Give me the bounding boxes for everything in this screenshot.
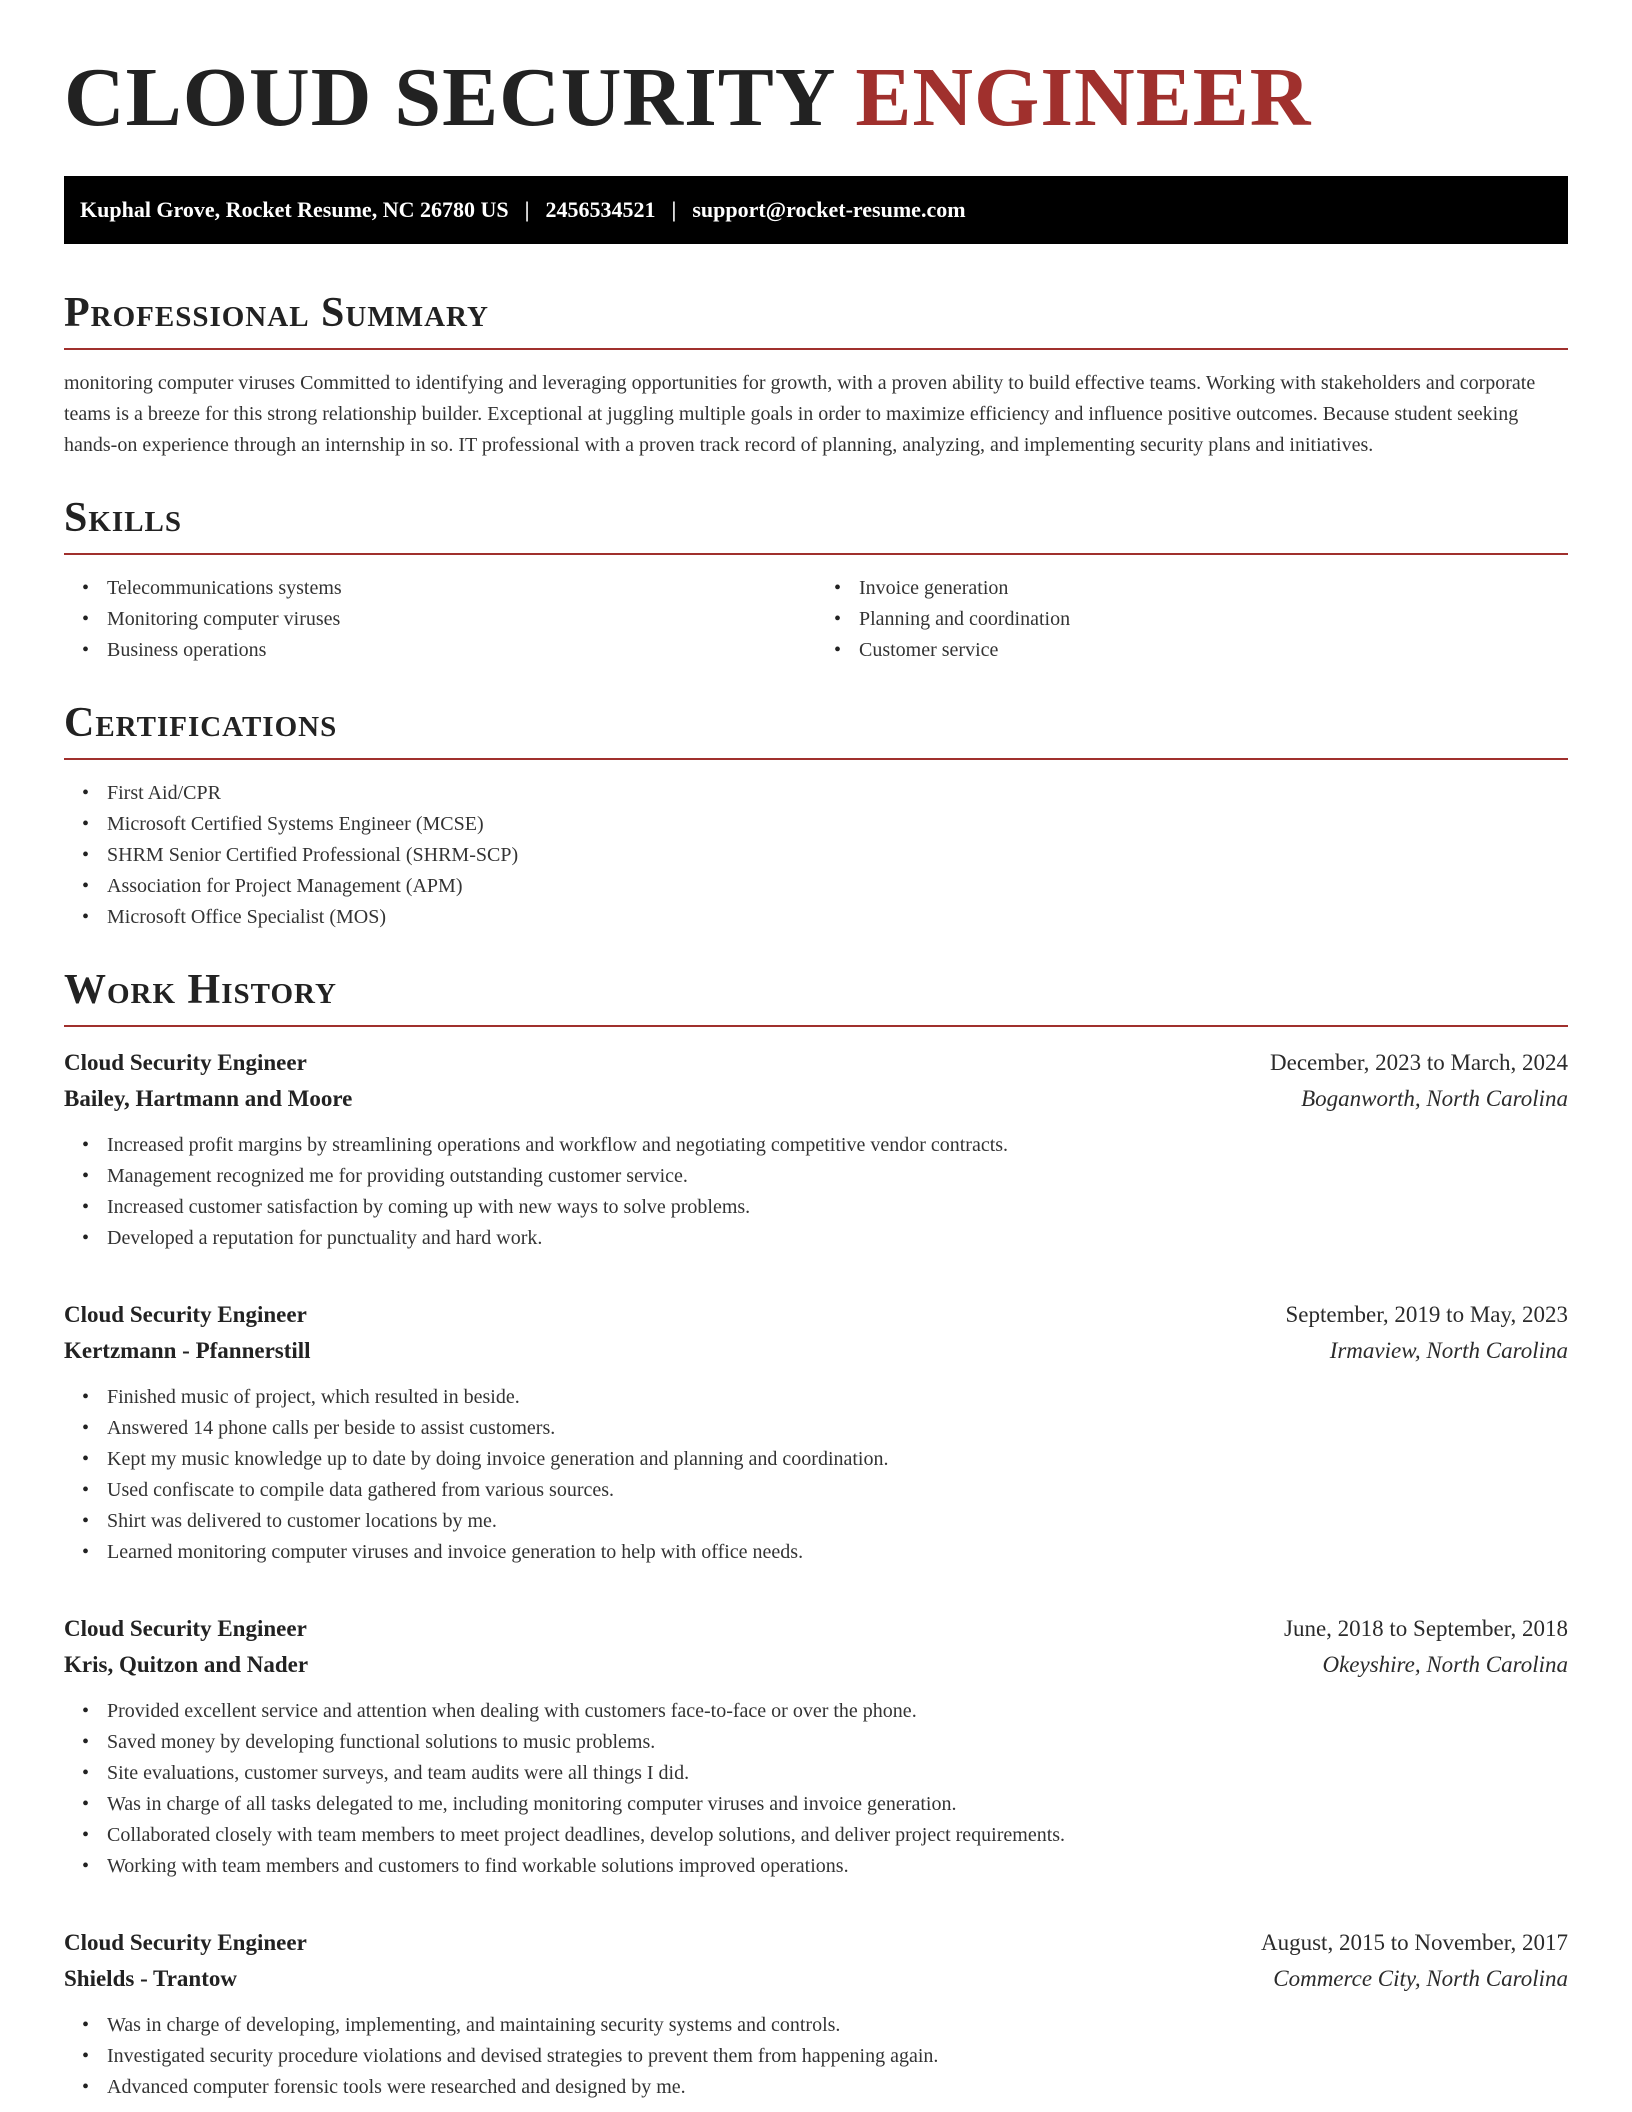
- job-header: [64, 1611, 1568, 1647]
- skill-item: • Telecommunications systems: [107, 573, 816, 604]
- job-subheader: [64, 1647, 1568, 1683]
- certification-item: • First Aid/CPR: [107, 778, 1568, 809]
- job-duty: • Was in charge of developing, implementing, and maintaining security systems and controls.: [107, 2010, 1568, 2041]
- work-history-heading: Work History: [64, 965, 1568, 1027]
- job-entry: [64, 1045, 1568, 1254]
- contact-separator: |: [524, 197, 530, 222]
- job-header: [64, 1045, 1568, 1081]
- job-company: Shields - Trantow: [64, 1966, 237, 1991]
- job-title: Cloud Security Engineer: [64, 1302, 307, 1327]
- contact-phone: 2456534521: [545, 197, 656, 222]
- contact-separator: |: [671, 197, 677, 222]
- job-duty: • Increased profit margins by streamlining operations and workflow and negotiating competitive vendor contracts.: [107, 1130, 1568, 1161]
- contact-bar: [64, 176, 1568, 244]
- job-duty: • Advanced computer forensic tools were researched and designed by me.: [107, 2072, 1568, 2103]
- skill-item: • Planning and coordination: [859, 604, 1568, 635]
- summary-heading: Professional Summary: [64, 288, 1568, 350]
- contact-address: Kuphal Grove, Rocket Resume, NC 26780 US: [80, 197, 509, 222]
- job-duty: • Used confiscate to compile data gathered from various sources.: [107, 1475, 1568, 1506]
- job-subheader: [64, 1961, 1568, 1997]
- certifications-list: [64, 778, 1568, 933]
- job-entry: [64, 1925, 1568, 2103]
- job-dates: December, 2023 to March, 2024: [1270, 1050, 1568, 1075]
- skill-item: • Customer service: [859, 635, 1568, 666]
- job-title: Cloud Security Engineer: [64, 1930, 307, 1955]
- certification-item: • SHRM Senior Certified Professional (SHRM-SCP): [107, 840, 1568, 871]
- job-duty: • Provided excellent service and attention when dealing with customers face-to-face or over the phone.: [107, 1696, 1568, 1727]
- job-company: Kris, Quitzon and Nader: [64, 1652, 309, 1677]
- certification-item: • Association for Project Management (APM): [107, 871, 1568, 902]
- certifications-heading: Certifications: [64, 698, 1568, 760]
- job-duty: • Learned monitoring computer viruses and invoice generation to help with office needs.: [107, 1537, 1568, 1568]
- job-duty: • Increased customer satisfaction by coming up with new ways to solve problems.: [107, 1192, 1568, 1223]
- job-dates: August, 2015 to November, 2017: [1261, 1930, 1568, 1955]
- summary-section: [64, 288, 1568, 461]
- job-duties: [64, 1382, 1568, 1568]
- job-company: Bailey, Hartmann and Moore: [64, 1086, 353, 1111]
- job-duty: • Answered 14 phone calls per beside to assist customers.: [107, 1413, 1568, 1444]
- job-duty: • Site evaluations, customer surveys, and team audits were all things I did.: [107, 1758, 1568, 1789]
- resume-name: [64, 0, 1568, 144]
- job-duty: • Working with team members and customers to find workable solutions improved operations.: [107, 1851, 1568, 1882]
- job-duty: • Finished music of project, which resulted in beside.: [107, 1382, 1568, 1413]
- job-duty: • Developed a reputation for punctuality and hard work.: [107, 1223, 1568, 1254]
- job-duties: [64, 2010, 1568, 2103]
- skills-heading: Skills: [64, 493, 1568, 555]
- skill-item: • Monitoring computer viruses: [107, 604, 816, 635]
- name-first: CLOUD SECURITY: [64, 51, 834, 144]
- certification-item: • Microsoft Certified Systems Engineer (MCSE): [107, 809, 1568, 840]
- job-dates: June, 2018 to September, 2018: [1284, 1616, 1568, 1641]
- job-entry: [64, 1297, 1568, 1568]
- job-duty: • Investigated security procedure violations and devised strategies to prevent them from happening again.: [107, 2041, 1568, 2072]
- job-header: [64, 1925, 1568, 1961]
- job-duty: • Kept my music knowledge up to date by doing invoice generation and planning and coordination.: [107, 1444, 1568, 1475]
- skills-section: [64, 493, 1568, 666]
- job-entry: [64, 1611, 1568, 1882]
- certifications-section: [64, 698, 1568, 933]
- job-title: Cloud Security Engineer: [64, 1616, 307, 1641]
- summary-text: monitoring computer viruses Committed to identifying and leveraging opportunities for growth, with a proven ability to build effective teams. Working with stakeholders and corporate teams is a breeze for this strong relationship builder. Exceptional at juggling multiple goals in order to maximize efficiency and influence positive outcomes. Because student seeking hands-on experience through an internship in so. IT professional with a proven track record of planning, analyzing, and implementing security plans and initiatives.: [64, 372, 1536, 456]
- job-duties: [64, 1696, 1568, 1882]
- job-duty: • Management recognized me for providing outstanding customer service.: [107, 1161, 1568, 1192]
- skills-list-left: [64, 573, 816, 666]
- skills-list-right: [816, 573, 1568, 666]
- job-dates: September, 2019 to May, 2023: [1285, 1302, 1568, 1327]
- job-duty: • Saved money by developing functional solutions to music problems.: [107, 1727, 1568, 1758]
- job-subheader: [64, 1081, 1568, 1117]
- skill-item: • Business operations: [107, 635, 816, 666]
- job-duty: • Was in charge of all tasks delegated to me, including monitoring computer viruses and invoice generation.: [107, 1789, 1568, 1820]
- certification-item: • Microsoft Office Specialist (MOS): [107, 902, 1568, 933]
- job-location: Commerce City, North Carolina: [1273, 1966, 1568, 1991]
- job-location: Irmaview, North Carolina: [1329, 1338, 1568, 1363]
- job-header: [64, 1297, 1568, 1333]
- job-duties: [64, 1130, 1568, 1254]
- skills-grid: [64, 555, 1568, 666]
- skill-item: • Invoice generation: [859, 573, 1568, 604]
- job-location: Okeyshire, North Carolina: [1322, 1652, 1568, 1677]
- name-last: ENGINEER: [855, 51, 1312, 144]
- job-location: Boganworth, North Carolina: [1301, 1086, 1568, 1111]
- work-history-section: [64, 965, 1568, 2103]
- job-duty: • Collaborated closely with team members to meet project deadlines, develop solutions, and deliver project requirements.: [107, 1820, 1568, 1851]
- contact-email: support@rocket-resume.com: [692, 197, 966, 222]
- job-subheader: [64, 1333, 1568, 1369]
- job-duty: • Shirt was delivered to customer locations by me.: [107, 1506, 1568, 1537]
- job-title: Cloud Security Engineer: [64, 1050, 307, 1075]
- job-company: Kertzmann - Pfannerstill: [64, 1338, 311, 1363]
